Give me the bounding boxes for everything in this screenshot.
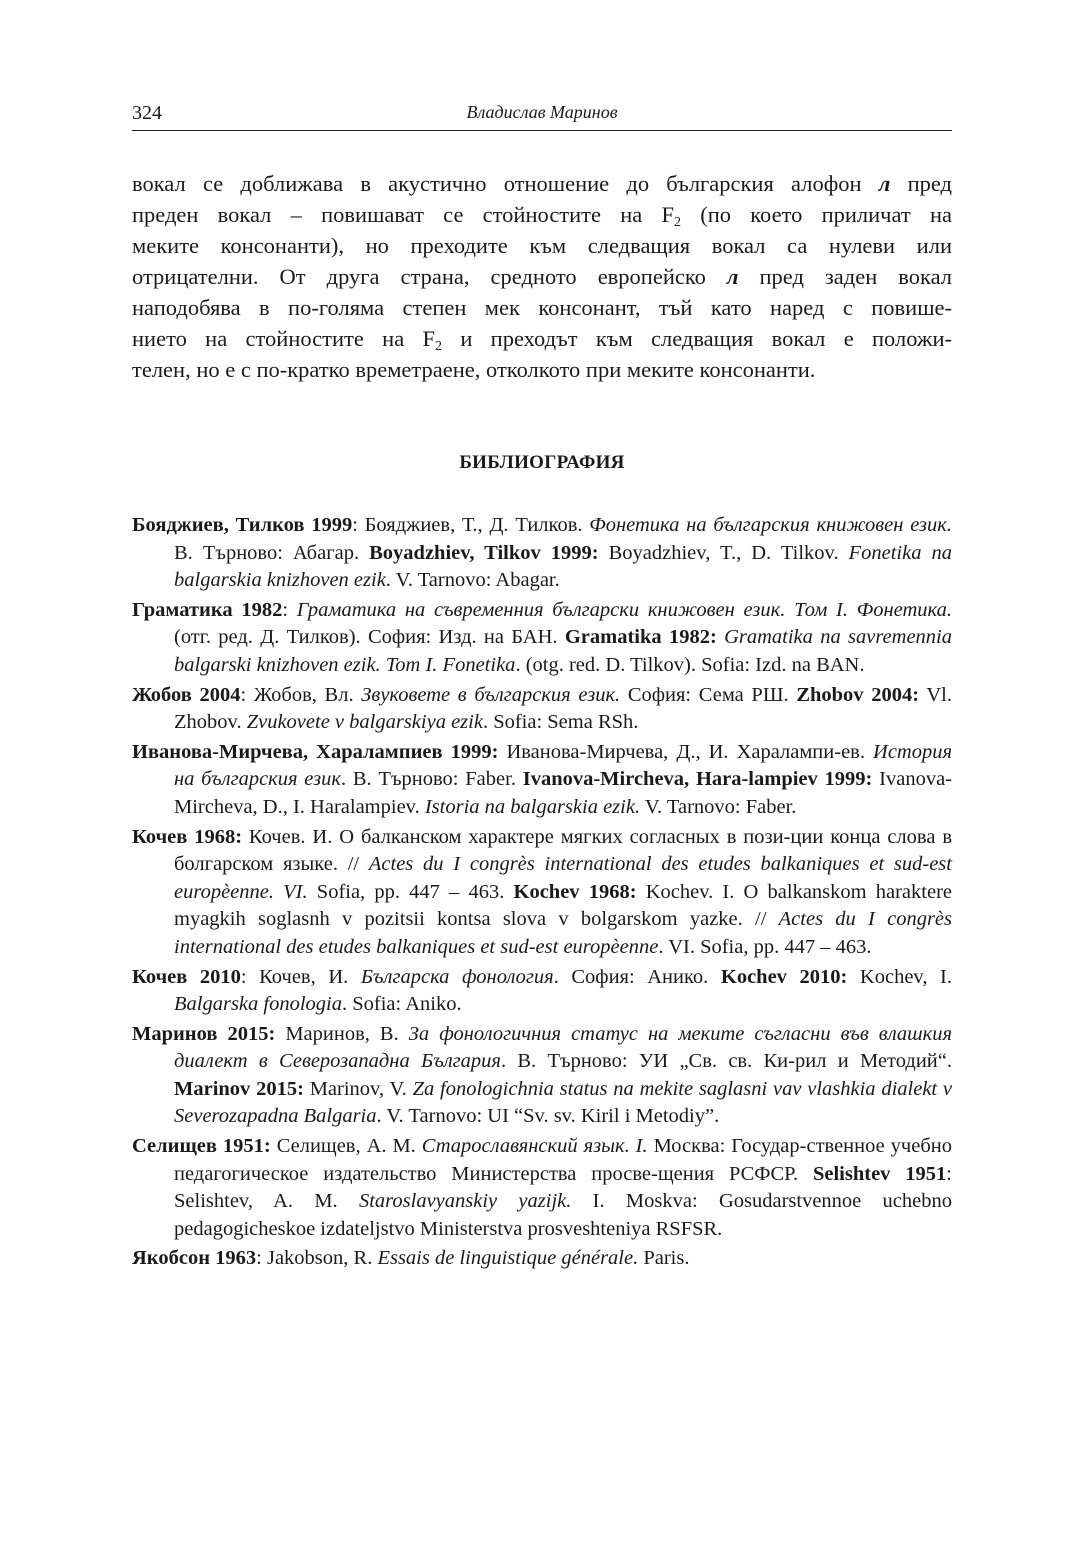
symbol-l: л [878, 171, 891, 196]
bibliography-entry: Маринов 2015: Маринов, В. За фонологичния статус на меките съгласни във влашкия диалект в Северозападна България. В. Търново: УИ „Св. св. Ки-рил и Методий“. Marinov 2015: Marinov, V. Za fonologichnia status na mekite saglasni vav vlashkia dialekt v Severozapadna Balgaria. V. Tarnovo: UI “Sv. sv. Kiril i Metodiy”. [132, 1022, 952, 1128]
body-line: наподобява в по-голяма степен мек консонант, тъй като наред с повише- [132, 295, 952, 320]
symbol-l: л [726, 264, 739, 289]
body-line: телен, но е с по-кратко времетраене, отколкото при меките консонанти. [132, 357, 816, 382]
running-title: Владислав Маринов [466, 102, 618, 122]
body-line: меките консонанти), но преходите към следващия вокал са нулеви или [132, 233, 952, 258]
bibliography-entry: Якобсон 1963: Jakobson, R. Essais de linguistique générale. Paris. [132, 1247, 690, 1270]
body-paragraph [132, 168, 952, 385]
body-line: нието на стойностите на $F_2$ и преходът към следващия вокал е положи- [132, 326, 952, 354]
body-line: вокал се доближава в акустично отношение до българския алофон л пред [132, 171, 952, 196]
bibliography-entry: Граматика 1982: Граматика на съвременния български книжовен език. Том I. Фонетика. (отг. ред. Д. Тилков). София: Изд. на БАН. Gramatika 1982: Gramatika na savremennia balgarski knizhoven ezik. Tom I. Fonetika. (otg. red. D. Tilkov). Sofia: Izd. na BAN. [132, 598, 952, 676]
bibliography-list [132, 512, 952, 1275]
bibliography-entry: Кочев 2010: Кочев, И. Българска фонология. София: Анико. Kochev 2010: Kochev, I. Balgarska fonologia. Sofia: Aniko. [132, 965, 953, 1016]
bibliography-entry: Иванова-Мирчева, Харалампиев 1999: Иванова-Мирчева, Д., И. Харалампи-ев. История на българския език. В. Търново: Faber. Ivanova-Mircheva, Hara-lampiev 1999: Ivanova-Mircheva, D., I. Haralampiev. Istoria na balgarskia ezik. V. Tarnovo: Faber. [132, 740, 953, 818]
bibliography-entry: Кочев 1968: Кочев. И. О балканском характере мягких согласных в пози-ции конца слова в болгарском языке. // Actes du I congrès international des etudes balkaniques et sud-est europèenne. VI. Sofia, pp. 447 – 463. Kochev 1968: Kochev. I. O balkanskom haraktere myagkih soglasnh v pozitsii kontsa slova v bolgarskom yazke. // Actes du I congrès international des etudes balkaniques et sud-est europèenne. VI. Sofia, pp. 447 – 463. [132, 825, 952, 958]
bibliography-entry: Селищев 1951: Селищев, А. М. Старославянский язык. I. Москва: Государ-ственное учебно педагогическое издательство Министерства просве-щения РСФСР. Selishtev 1951: Selishtev, A. M. Staroslavyanskiy yazijk. I. Moskva: Gosudarstvennoe uchebno pedagogicheskoe izdateljstvo Ministerstva prosveshteniya RSFSR. [132, 1135, 953, 1240]
body-line: отрицателни. От друга страна, средното европейско л пред заден вокал [132, 264, 953, 289]
body-line: преден вокал – повишават се стойностите на $F_2$ (по което приличат на [132, 202, 952, 230]
page-header [132, 102, 952, 131]
bibliography-entry: Жобов 2004: Жобов, Вл. Звуковете в българския език. София: Сема РШ. Zhobov 2004: Vl. Zhobov. Zvukovete v balgarskiya ezik. Sofia: Sema RSh. [132, 683, 952, 734]
bibliography-entry: Бояджиев, Тилков 1999: Бояджиев, Т., Д. Тилков. Фонетика на българския книжовен език. В. Търново: Абагар. Boyadzhiev, Tilkov 1999: Boyadzhiev, T., D. Tilkov. Fonetika na balgarskia knizhoven ezik. V. Tarnovo: Abagar. [132, 514, 952, 592]
page-number: 324 [132, 102, 162, 124]
section-title: БИБЛИОГРАФИЯ [459, 452, 625, 473]
